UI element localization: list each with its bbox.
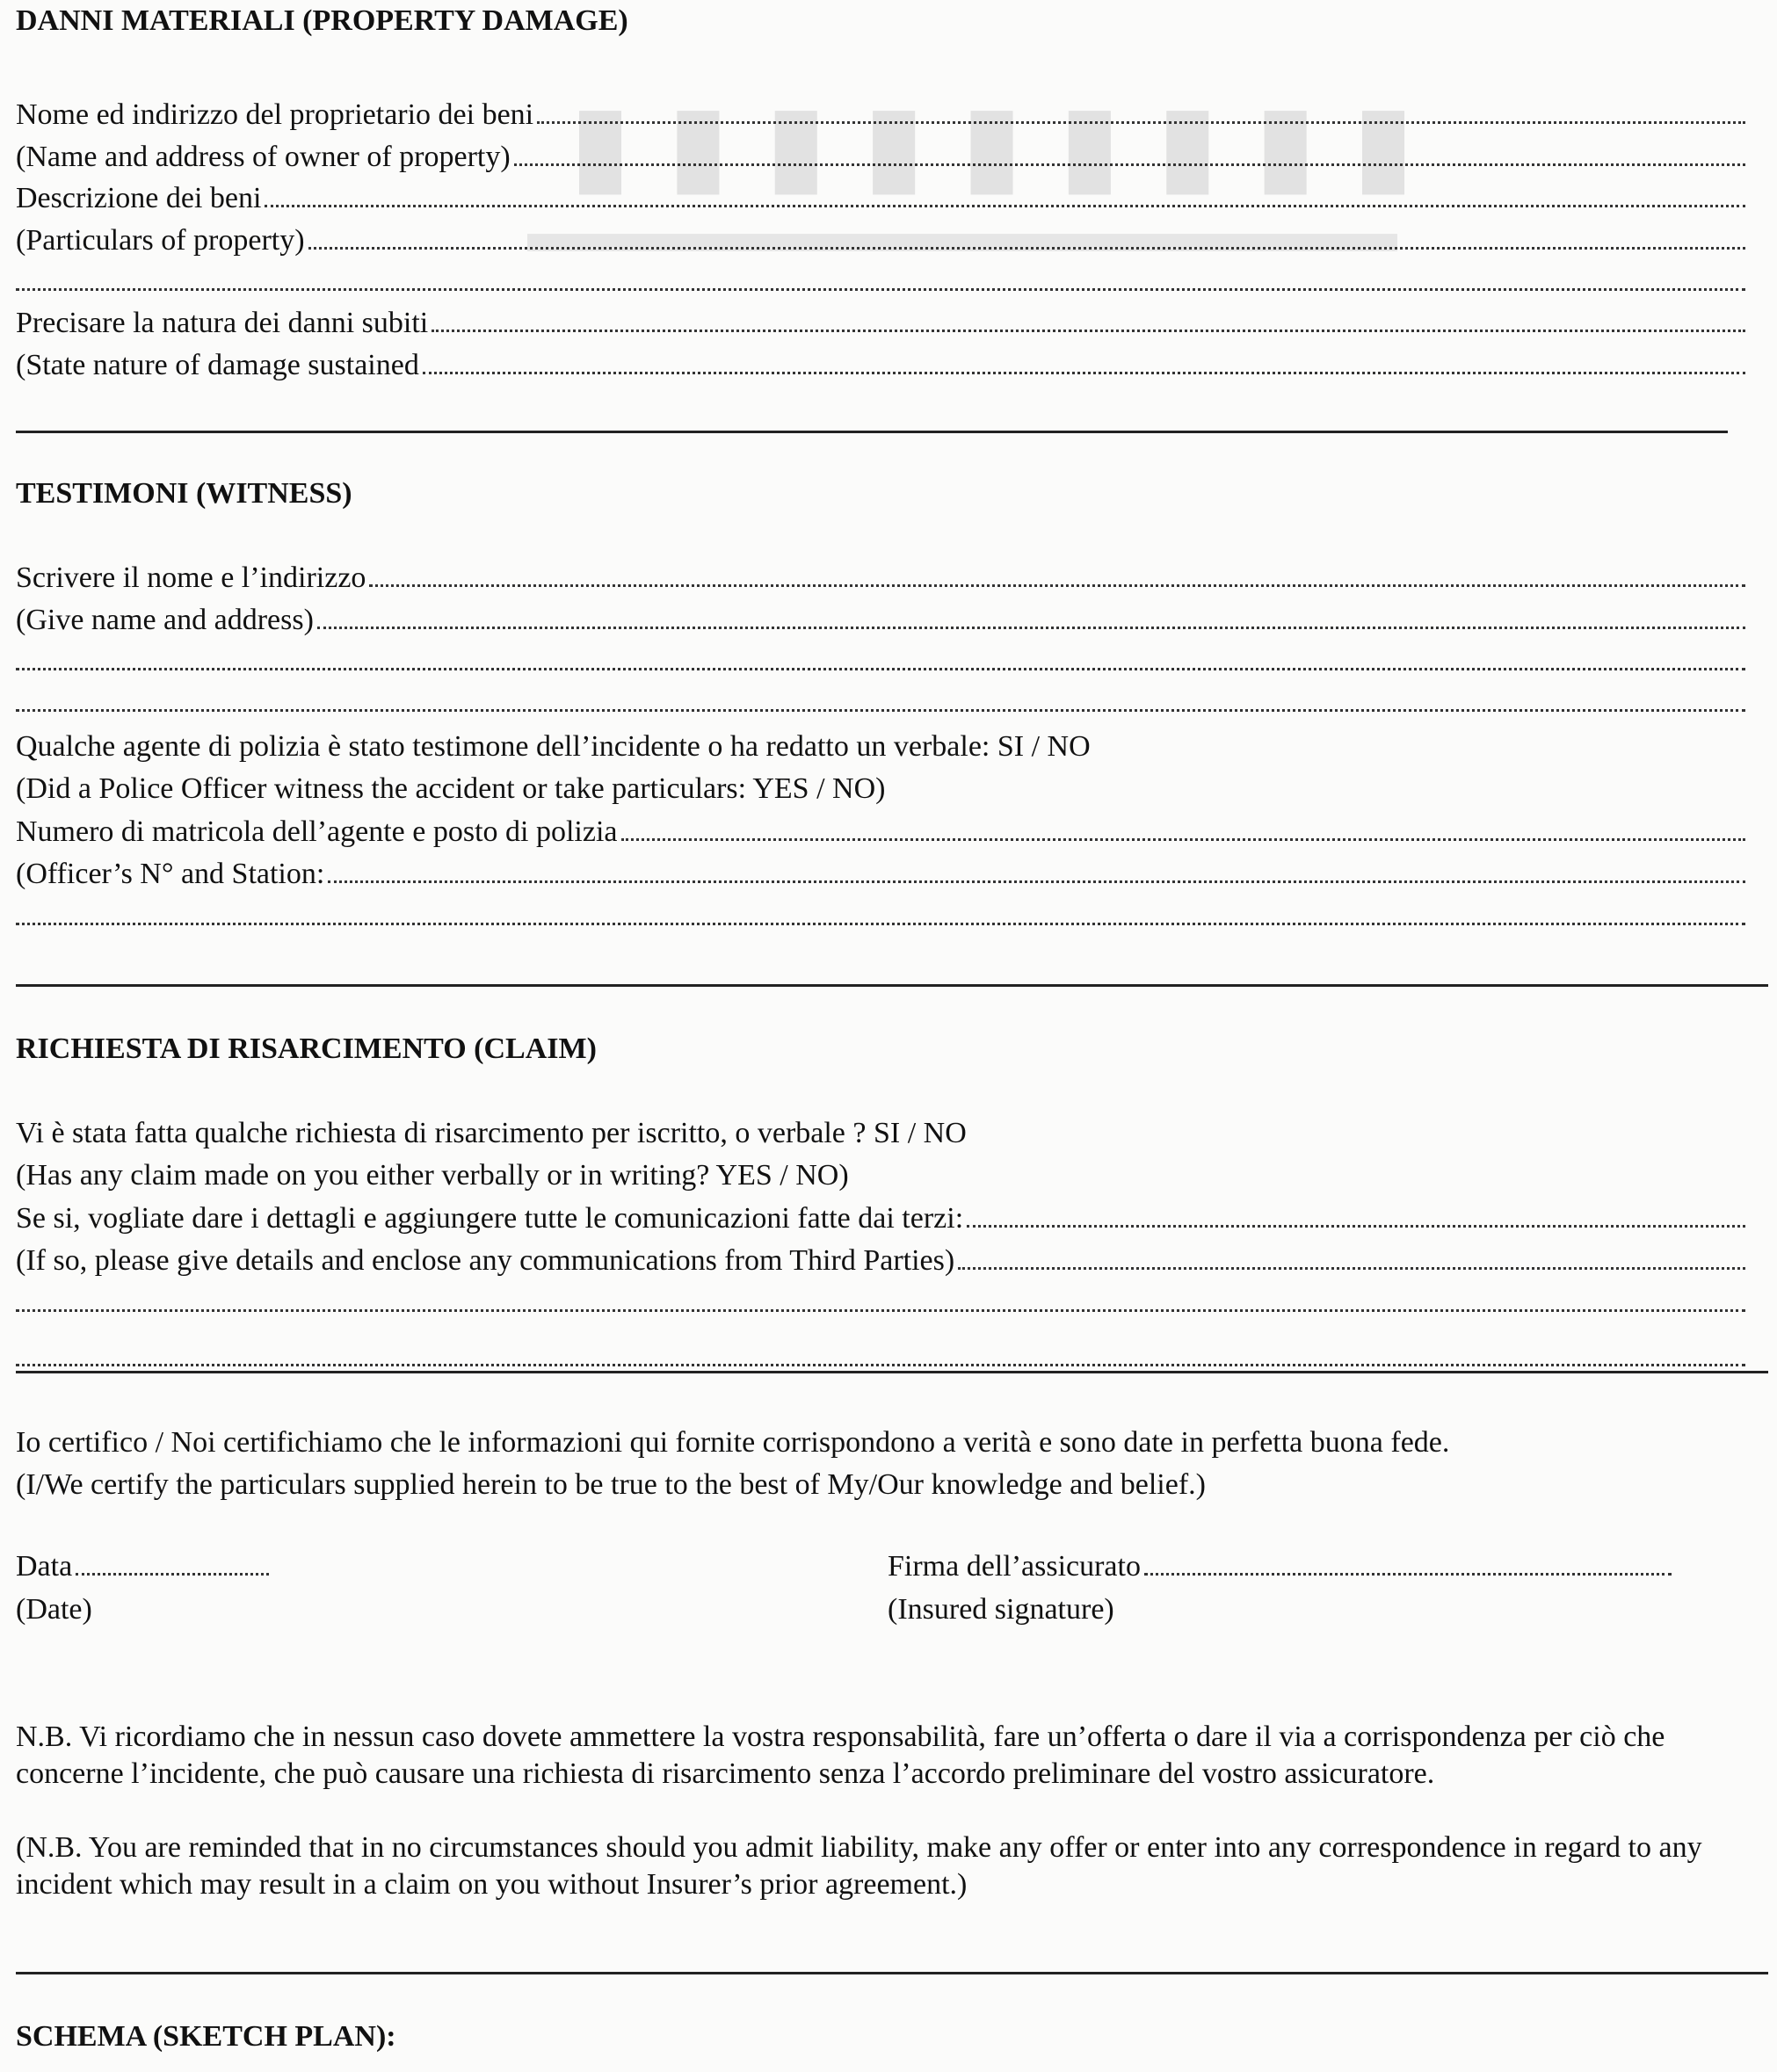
blank-line[interactable] — [16, 1283, 1745, 1322]
officer-input-line-3[interactable] — [16, 896, 1745, 925]
witness-heading: TESTIMONI (WITNESS) — [16, 477, 352, 510]
nature-label-en: (State nature of damage sustained — [16, 349, 419, 381]
nature-input-line-2[interactable] — [423, 345, 1745, 374]
nature-input-line[interactable] — [432, 303, 1745, 332]
claim-question-it: Vi è stata fatta qualche richiesta di risarcimento per iscritto, o verbale ? SI / NO — [16, 1117, 967, 1149]
officer-input-line-2[interactable] — [328, 854, 1745, 883]
blank-line[interactable] — [16, 641, 1745, 680]
owner-label-it: Nome ed indirizzo del proprietario dei beni — [16, 98, 534, 131]
owner-label-en: (Name and address of owner of property) — [16, 141, 511, 173]
owner-field-it[interactable] — [16, 95, 1745, 134]
claim-input-line-3[interactable] — [16, 1283, 1745, 1312]
officer-field-it[interactable] — [16, 812, 1745, 851]
section-divider — [16, 431, 1728, 433]
witness-input-line-4[interactable] — [16, 683, 1745, 712]
desc-field-it[interactable] — [16, 178, 1745, 217]
bleed-through-mark: ▮ ▮ ▮ ▮ ▮ ▮ ▮ ▮ ▮ — [571, 85, 1418, 203]
property-damage-heading: DANNI MATERIALI (PROPERTY DAMAGE) — [16, 4, 628, 37]
blank-line[interactable] — [16, 683, 1745, 721]
witness-input-line-2[interactable] — [317, 600, 1745, 629]
date-label-en: (Date) — [16, 1593, 92, 1626]
sketch-heading: SCHEMA (SKETCH PLAN): — [16, 2020, 396, 2053]
witness-name-label-it: Scrivere il nome e l’indirizzo — [16, 561, 366, 594]
owner-field-en[interactable] — [16, 137, 1745, 176]
nature-label-it: Precisare la natura dei danni subiti — [16, 307, 429, 339]
claim-question-en: (Has any claim made on you either verbally or in writing? YES / NO) — [16, 1159, 849, 1192]
claim-input-line-4[interactable] — [16, 1337, 1745, 1366]
date-field[interactable] — [16, 1547, 269, 1586]
witness-input-line[interactable] — [369, 558, 1745, 587]
blank-line[interactable] — [16, 896, 1745, 935]
witness-name-field-en[interactable] — [16, 600, 1745, 639]
claim-input-line-2[interactable] — [958, 1241, 1745, 1270]
desc-input-line[interactable] — [265, 178, 1745, 207]
certification-it: Io certifico / Noi certifichiamo che le informazioni qui fornite corrispondono a verità e sono date in perfetta buona fede. — [16, 1426, 1450, 1459]
officer-field-en[interactable] — [16, 854, 1745, 893]
claim-details-field-en[interactable] — [16, 1241, 1745, 1279]
officer-input-line[interactable] — [621, 812, 1746, 841]
signature-label: Firma dell’assicurato — [888, 1550, 1141, 1583]
claim-details-label-it: Se si, vogliate dare i dettagli e aggiungere tutte le comunicazioni fatte dai terzi: — [16, 1202, 964, 1235]
witness-name-label-en: (Give name and address) — [16, 604, 314, 636]
desc-input-line-3[interactable] — [16, 262, 1745, 291]
section-divider — [16, 1972, 1768, 1974]
witness-input-line-3[interactable] — [16, 641, 1745, 670]
certification-en: (I/We certify the particulars supplied herein to be true to the best of My/Our knowledge and belief.) — [16, 1468, 1206, 1501]
signature-field[interactable] — [888, 1547, 1672, 1586]
desc-label-it: Descrizione dei beni — [16, 182, 262, 214]
desc-input-line-2[interactable] — [308, 221, 1745, 250]
claim-details-label-en: (If so, please give details and enclose any communications from Third Parties) — [16, 1244, 955, 1277]
claim-input-line[interactable] — [967, 1199, 1745, 1228]
bleed-through-mark: ▬▬▬▬▬▬▬▬▬▬▬▬▬▬▬ — [527, 199, 1397, 264]
desc-label-en: (Particulars of property) — [16, 224, 305, 257]
blank-line[interactable] — [16, 262, 1745, 301]
officer-label-en: (Officer’s N° and Station: — [16, 858, 325, 890]
police-question-en: (Did a Police Officer witness the accident or take particulars: YES / NO) — [16, 772, 886, 805]
note-it: N.B. Vi ricordiamo che in nessun caso dovete ammettere la vostra responsabilità, fare un’offerta o dare il via a corrispondenza per ciò che concerne l’incidente, che può causare una richiesta di risarcimento senza l’accordo preliminare del vostro assicuratore. — [16, 1721, 1665, 1790]
witness-name-field-it[interactable] — [16, 558, 1745, 597]
officer-label-it: Numero di matricola dell’agente e posto di polizia — [16, 815, 618, 848]
desc-field-en[interactable] — [16, 221, 1745, 259]
owner-input-line[interactable] — [537, 95, 1745, 124]
date-input-line[interactable] — [76, 1547, 269, 1576]
signature-input-line[interactable] — [1144, 1547, 1672, 1576]
claim-details-field-it[interactable] — [16, 1199, 1745, 1237]
claim-heading: RICHIESTA DI RISARCIMENTO (CLAIM) — [16, 1032, 597, 1065]
police-question-it: Qualche agente di polizia è stato testimone dell’incidente o ha redatto un verbale: SI / NO — [16, 730, 1091, 763]
note-en: (N.B. You are reminded that in no circumstances should you admit liability, make any offer or enter into any correspondence in regard to any incident which may result in a claim on you without Insurer’s prior agreement.) — [16, 1831, 1702, 1901]
section-divider — [16, 984, 1768, 987]
section-divider — [16, 1371, 1768, 1373]
nature-field-it[interactable] — [16, 303, 1745, 342]
signature-label-en: (Insured signature) — [888, 1593, 1114, 1626]
owner-input-line-2[interactable] — [514, 137, 1745, 166]
date-label: Data — [16, 1550, 73, 1583]
nature-field-en[interactable] — [16, 345, 1745, 384]
